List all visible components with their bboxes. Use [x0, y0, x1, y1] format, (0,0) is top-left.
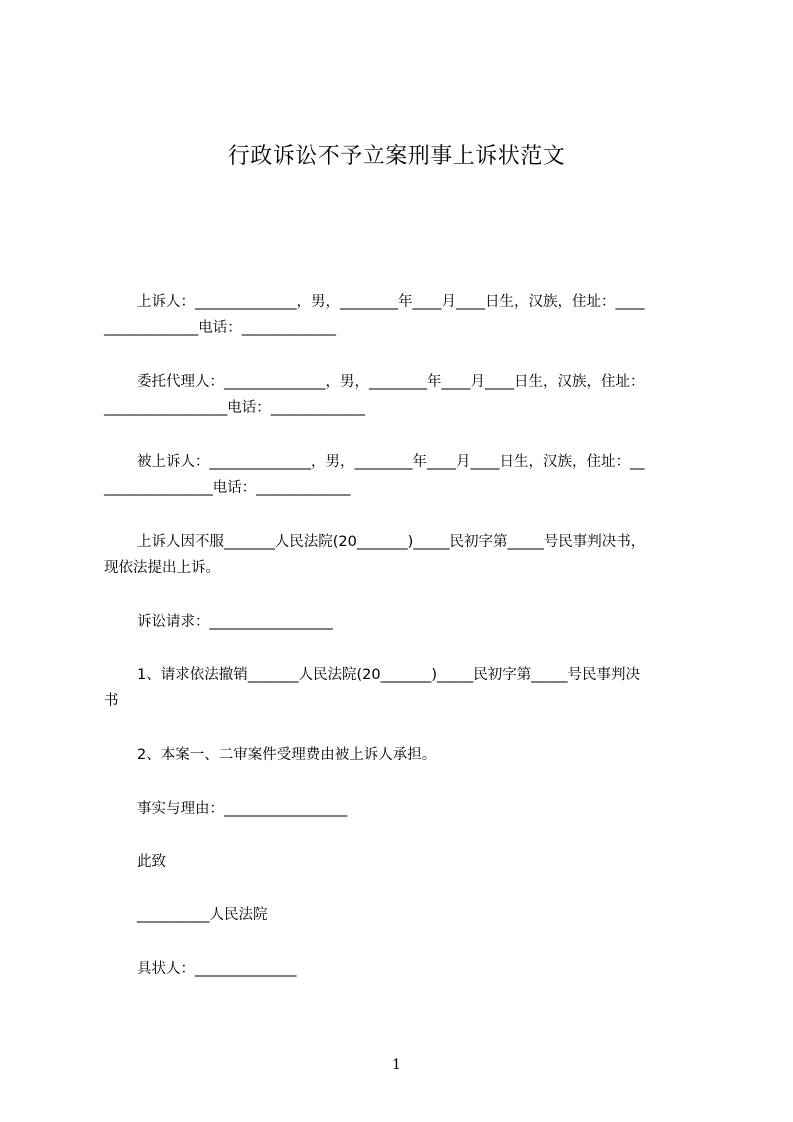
appellant-line-1: 上诉人：______________，男，________年____月____日生，汉族，住址：____ — [137, 294, 645, 310]
request-item-1-line-2: 书 — [104, 693, 119, 709]
page-title: 行政诉讼不予立案刑事上诉状范文 — [227, 144, 566, 169]
closing-salutation: 此致 — [137, 854, 166, 870]
page-number: 1 — [392, 1057, 401, 1073]
appellee-line-1: 被上诉人：______________，男，________年____月____日生，汉族，住址：__ — [137, 454, 645, 470]
signer-line: 具状人：______________ — [137, 961, 297, 977]
court-name-line: __________人民法院 — [137, 907, 268, 923]
appeal-reason-line-1: 上诉人因不服_______人民法院(20_______)_____民初字第_____号民事判决书， — [137, 534, 646, 550]
request-heading: 诉讼请求：_________________ — [137, 614, 333, 630]
request-item-1-line-1: 1、请求依法撤销_______人民法院(20_______)_____民初字第_____号民事判决 — [137, 667, 640, 683]
facts-and-reasons: 事实与理由：_________________ — [137, 801, 348, 817]
agent-line-2: _________________电话：_____________ — [104, 400, 365, 416]
appellant-line-2: _____________电话：_____________ — [104, 320, 336, 336]
appellee-line-2: _______________电话：_____________ — [104, 480, 351, 496]
request-item-2: 2、本案一、二审案件受理费由被上诉人承担。 — [137, 747, 437, 763]
appeal-reason-line-2: 现依法提出上诉。 — [104, 560, 220, 576]
agent-line-1: 委托代理人：______________，男，________年____月____日生，汉族，住址： — [137, 374, 645, 390]
